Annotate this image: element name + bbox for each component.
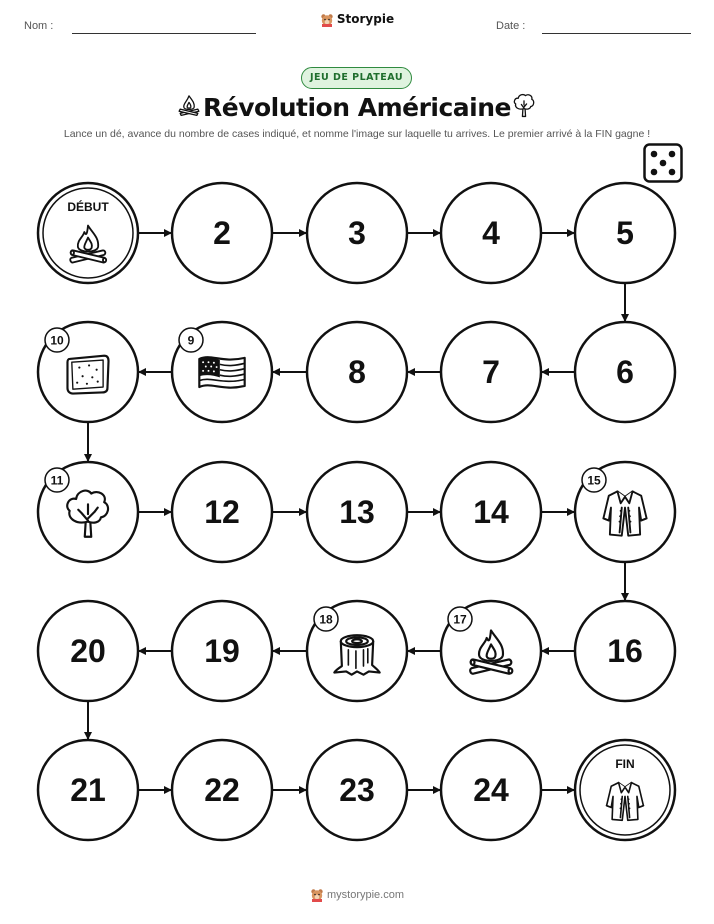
cell-number: 8: [348, 354, 366, 390]
board-cell-14[interactable]: [441, 462, 541, 562]
cell-number: 12: [204, 494, 240, 530]
cell-number: 15: [587, 473, 601, 488]
date-label: Date :: [496, 20, 526, 32]
board-cell-2[interactable]: [172, 183, 272, 283]
board-cell-3[interactable]: [307, 183, 407, 283]
cell-number: 23: [339, 772, 375, 808]
cracker-icon: [67, 356, 108, 394]
board-cell-15[interactable]: [575, 462, 675, 562]
board-cell-23[interactable]: [307, 740, 407, 840]
cell-number: 20: [70, 633, 106, 669]
cell-number: 3: [348, 215, 366, 251]
board-cell-20[interactable]: [38, 601, 138, 701]
cell-number: 24: [473, 772, 509, 808]
cell-number: 17: [453, 612, 467, 627]
board-cell-16[interactable]: [575, 601, 675, 701]
cell-label: FIN: [615, 757, 635, 771]
cell-number: 5: [616, 215, 634, 251]
board-cell-5[interactable]: [575, 183, 675, 283]
cell-number: 9: [187, 333, 195, 348]
cell-label: DÉBUT: [67, 200, 109, 214]
board-cell-22[interactable]: [172, 740, 272, 840]
tree-stump-icon: [334, 635, 379, 674]
cell-number: 10: [50, 333, 64, 348]
instructions: Lance un dé, avance du nombre de cases indiqué, et nomme l'image sur laquelle tu arrives. Le premier arrivé à la FIN gagne !: [63, 128, 651, 140]
board-cell-21[interactable]: [38, 740, 138, 840]
board-cell-11[interactable]: [38, 462, 138, 562]
cell-number: 4: [482, 215, 500, 251]
board-cell-17[interactable]: [441, 601, 541, 701]
cell-number: 16: [607, 633, 643, 669]
cell-number: 13: [339, 494, 375, 530]
cell-number: 14: [473, 494, 509, 530]
cell-number: 18: [319, 612, 333, 627]
board-cell-4[interactable]: [441, 183, 541, 283]
footer: [0, 888, 714, 902]
board-cell-25[interactable]: [575, 740, 675, 840]
board-cell-19[interactable]: [172, 601, 272, 701]
cell-number: 7: [482, 354, 500, 390]
board-cell-13[interactable]: [307, 462, 407, 562]
board-cell-12[interactable]: [172, 462, 272, 562]
cell-number: 6: [616, 354, 634, 390]
board-cell-9[interactable]: [172, 322, 272, 422]
cell-number: 2: [213, 215, 231, 251]
cell-number: 21: [70, 772, 106, 808]
us-flag-icon: [199, 357, 244, 387]
board-game-badge: JEU DE PLATEAU: [301, 67, 412, 89]
board-cell-10[interactable]: [38, 322, 138, 422]
board-cell-6[interactable]: [575, 322, 675, 422]
cell-number: 22: [204, 772, 240, 808]
board-cell-24[interactable]: [441, 740, 541, 840]
bear-icon: [310, 888, 324, 902]
page-title: Révolution Américaine: [202, 93, 511, 122]
footer-url: mystorypie.com: [326, 888, 405, 901]
cell-number: 19: [204, 633, 240, 669]
board-cell-18[interactable]: [307, 601, 407, 701]
board-cell-8[interactable]: [307, 322, 407, 422]
brand-name: Storypie: [336, 12, 395, 26]
name-label: Nom :: [24, 20, 54, 32]
cell-number: 11: [50, 473, 64, 488]
board-cell-1[interactable]: [38, 183, 138, 283]
board-cell-7[interactable]: [441, 322, 541, 422]
